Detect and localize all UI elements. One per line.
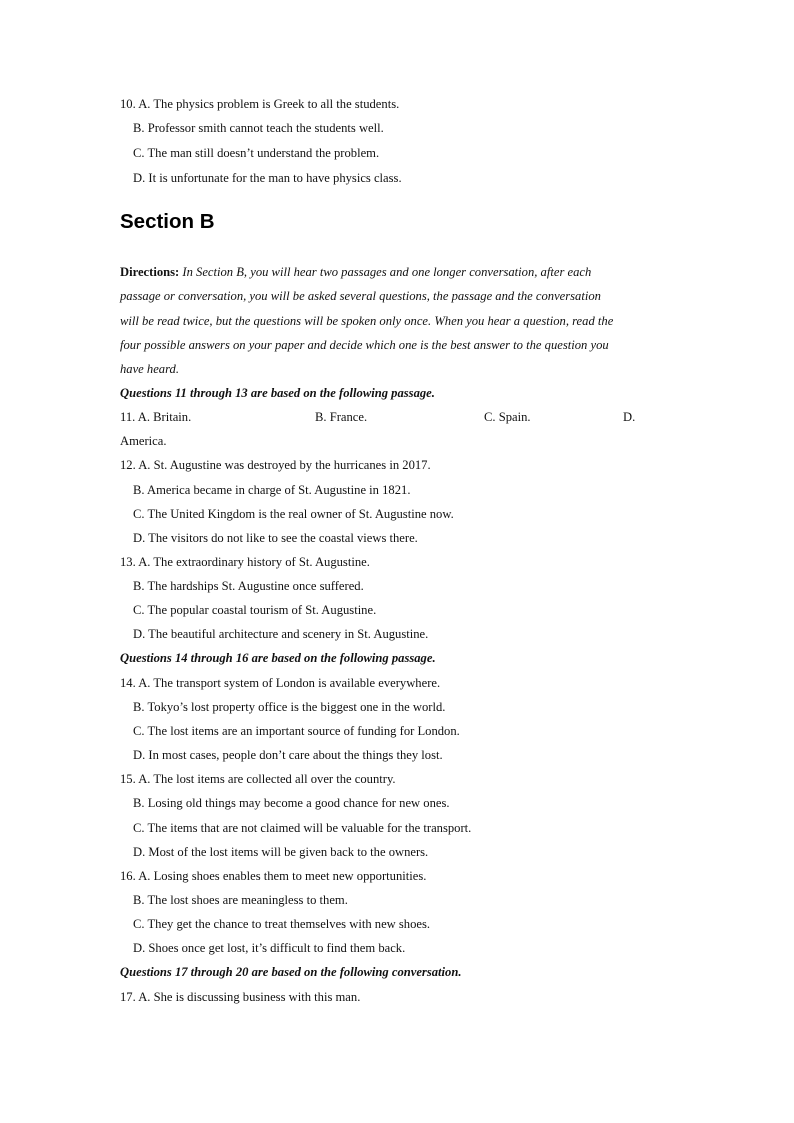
q10-option-b: B. Professor smith cannot teach the students well. [133, 121, 384, 135]
q17-option-a: 17. A. She is discussing business with this man. [120, 990, 361, 1004]
q10-option-a: 10. A. The physics problem is Greek to all the students. [120, 97, 400, 111]
q15-option-c: C. The items that are not claimed will be valuable for the transport. [133, 821, 472, 835]
q14-option-b: B. Tokyo’s lost property office is the biggest one in the world. [133, 700, 446, 714]
q15-option-d: D. Most of the lost items will be given back to the owners. [133, 845, 429, 859]
q11-option-a: 11. A. Britain. [120, 410, 192, 424]
directions-line-3: will be read twice, but the questions will be spoken only once. When you hear a question, read the [120, 314, 614, 328]
section-title: Section B [120, 210, 215, 233]
q11-option-d-continued: America. [120, 434, 167, 448]
q16-option-c: C. They get the chance to treat themselves with new shoes. [133, 917, 431, 931]
q16-option-a: 16. A. Losing shoes enables them to meet new opportunities. [120, 869, 427, 883]
q13-option-d: D. The beautiful architecture and scenery in St. Augustine. [133, 627, 429, 641]
q12-option-b: B. America became in charge of St. Augustine in 1821. [133, 483, 411, 497]
q11-option-d: D. [623, 410, 636, 424]
q14-option-c: C. The lost items are an important source of funding for London. [133, 724, 460, 738]
q15-option-a: 15. A. The lost items are collected all over the country. [120, 772, 396, 786]
q14-option-d: D. In most cases, people don’t care about the things they lost. [133, 748, 443, 762]
directions-line-5: have heard. [120, 362, 179, 376]
q14-option-a: 14. A. The transport system of London is available everywhere. [120, 676, 441, 690]
q12-option-c: C. The United Kingdom is the real owner of St. Augustine now. [133, 507, 454, 521]
q16-option-d: D. Shoes once get lost, it’s difficult to find them back. [133, 941, 406, 955]
q10-option-c: C. The man still doesn’t understand the problem. [133, 146, 380, 160]
q11-option-c: C. Spain. [484, 410, 531, 424]
q13-option-c: C. The popular coastal tourism of St. Augustine. [133, 603, 377, 617]
q10-option-d: D. It is unfortunate for the man to have physics class. [133, 171, 402, 185]
directions-line-4: four possible answers on your paper and decide which one is the best answer to the question you [120, 338, 609, 352]
q12-option-d: D. The visitors do not like to see the coastal views there. [133, 531, 418, 545]
q15-option-b: B. Losing old things may become a good chance for new ones. [133, 796, 450, 810]
group1-heading: Questions 11 through 13 are based on the following passage. [120, 386, 435, 400]
q11-option-b: B. France. [315, 410, 368, 424]
directions-text-1: In Section B, you will hear two passages and one longer conversation, after each [179, 265, 592, 279]
directions-line-1 [120, 264, 591, 280]
q13-option-a: 13. A. The extraordinary history of St. Augustine. [120, 555, 370, 569]
q12-option-a: 12. A. St. Augustine was destroyed by the hurricanes in 2017. [120, 458, 431, 472]
directions-label: Directions: [120, 265, 180, 279]
q13-option-b: B. The hardships St. Augustine once suffered. [133, 579, 364, 593]
directions-line-2: passage or conversation, you will be asked several questions, the passage and the conversation [120, 289, 601, 303]
group3-heading: Questions 17 through 20 are based on the following conversation. [120, 965, 462, 979]
group2-heading: Questions 14 through 16 are based on the following passage. [120, 651, 436, 665]
q16-option-b: B. The lost shoes are meaningless to them. [133, 893, 348, 907]
